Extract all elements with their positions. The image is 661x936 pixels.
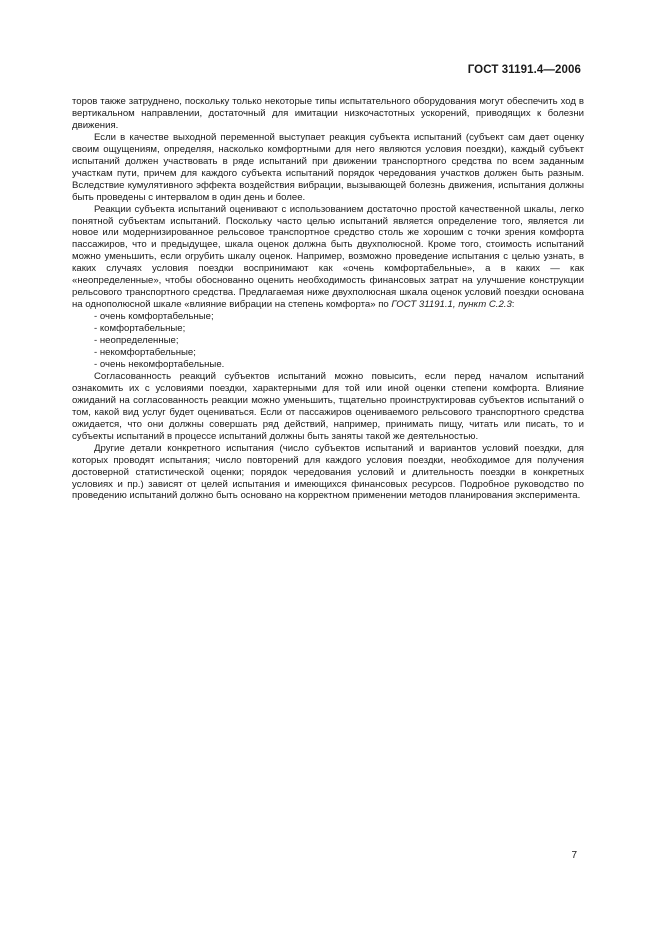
list-item: - неопределенные; — [94, 335, 179, 347]
paragraph-rating-scale — [72, 204, 584, 312]
list-item: - очень некомфортабельные. — [94, 358, 225, 370]
rating-scale-list — [72, 311, 584, 371]
paragraph-rating-scale-text: Реакции субъекта испытаний оценивают с использованием достаточно простой качественной шкалы, легко понятной субъектам испытаний. Поскольку часто целью испытаний является определение того, является ли новое или модернизированное рельсовое транспортное средство столь же хорошим с точки зрения комфорта пассажиров, что и предыдущее, шкала оценок должна быть двухполюсной. Кроме того, стоимость испытаний можно уменьшить, если огрубить шкалу оценок. Например, возможно проведение испытания с целью узнать, в каких случаях условия поездки воспринимают как «очень комфортабельные», а в каких — как «неопределенные», чтобы обоснованно оценить необходимость финансовых затрат на улучшение конструкции рельсового транспортного средства. Предлагаемая ниже двухполюсная шкала оценок условий поездки основана на однополюсной шкале «влияние вибрации на степень комфорта» по — [72, 203, 584, 311]
paragraph-other-details: Другие детали конкретного испытания (число субъектов испытаний и вариантов условий поездки, для которых проводят испытания; число повторений для каждого условия поездки, необходимое для получения достоверной статистической оценки; порядок чередования условий и длительность поездки в конкретных условиях и пр.) зависят от целей испытания и имеющихся финансовых ресурсов. Подробное руководство по проведению испытаний должно быть основано на корректном применении методов планирования эксперимента. — [72, 442, 584, 502]
document-header: ГОСТ 31191.4—2006 — [467, 64, 581, 76]
paragraph-subject-response: Если в качестве выходной переменной выступает реакция субъекта испытаний (субъект сам дает оценку своим ощущениям, определяя, насколько комфортными для него являются условия поездки), каждый субъект испытаний должен участвовать в ряде испытаний при движении транспортного средства по всем заданным участкам пути, причем для каждого субъекта испытаний порядок чередования участков должен быть разным. Вследствие кумулятивного эффекта воздействия вибрации, вызывающей болезнь движения, испытания должны быть проведены с интервалом в один день и более. — [72, 131, 584, 203]
paragraph-continuation: торов также затруднено, поскольку только некоторые типы испытательного оборудования могут обеспечить ход в вертикальном направлении, достаточный для имитации низкочастотных ускорений, приводящих к болезни движения. — [72, 96, 584, 131]
list-item: - комфортабельные; — [94, 323, 186, 335]
paragraph-consistency: Согласованность реакций субъектов испытаний можно повысить, если перед началом испытаний ознакомить их с условиями поездки, характерными для той или иной оценки степени комфорта. Влияние ожиданий на согласованность реакции можно уменьшить, тщательно проинструктировав субъектов испытаний о том, какой вид услуг будет оцениваться. Если от пассажиров оцениваемого рельсового транспортного средства ожидается, что они должны совершать ряд действий, например, принимать пищу, читать или писать, то и субъекты испытаний в процессе испытаний должны быть заняты такой же деятельностью. — [72, 370, 584, 442]
list-item: - некомфортабельные; — [94, 347, 196, 359]
paragraph-rating-scale-tail: : — [511, 299, 515, 311]
list-item: - очень комфортабельные; — [94, 311, 214, 323]
page-number: 7 — [571, 850, 577, 861]
document-body — [72, 96, 584, 502]
standard-reference: ГОСТ 31191.1, пункт С.2.3 — [391, 299, 512, 311]
